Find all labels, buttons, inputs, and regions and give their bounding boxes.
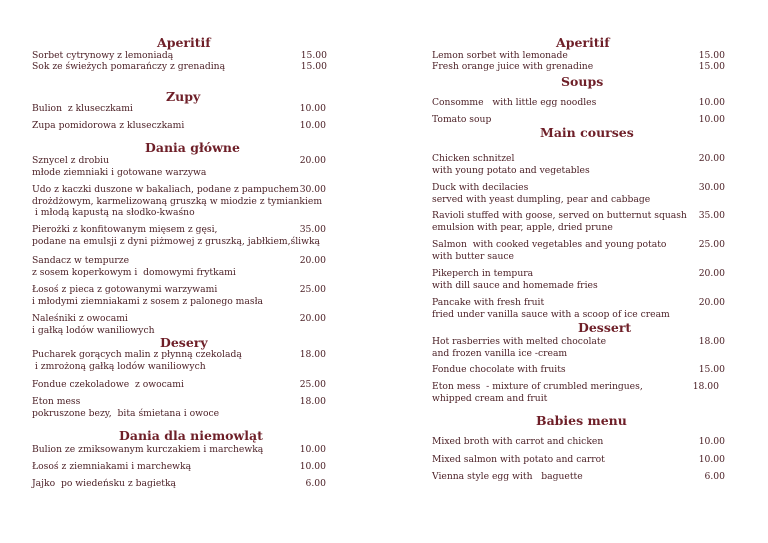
menu-item-name: Fondue chocolate with fruits — [432, 364, 566, 375]
menu-item-name: Tomato soup — [432, 114, 492, 125]
menu-item-name: Fresh orange juice with grenadine — [432, 61, 594, 72]
menu-item-price: 10.00 — [299, 461, 326, 472]
section-title-main-courses: Main courses — [540, 125, 634, 140]
menu-item-name: Zupa pomidorowa z kluseczkami — [32, 120, 185, 131]
menu-item-name: Chicken schnitzel with young potato and vegetables — [432, 153, 590, 176]
section-title-babies-menu: Babies menu — [536, 413, 627, 428]
menu-item-name: Sznycel z drobiu młode ziemniaki i gotowane warzywa — [32, 155, 207, 178]
menu-item-name: Eton mess - mixture of crumbled meringues, whipped cream and fruit — [432, 381, 643, 404]
menu-item-name: Salmon with cooked vegetables and young potato with butter sauce — [432, 239, 667, 262]
menu-item-price: 10.00 — [299, 120, 326, 131]
menu-item-price: 25.00 — [299, 284, 326, 295]
menu-item-price: 6.00 — [704, 471, 725, 482]
menu-item-price: 18.00 — [698, 336, 725, 347]
menu-item-name: Hot rasberries with melted chocolate and frozen vanilla ice -cream — [432, 336, 607, 359]
menu-item-price: 18.00 — [299, 396, 326, 407]
menu-item-name: Jajko po wiedeńsku z bagietką — [32, 478, 176, 489]
menu-item-price: 20.00 — [299, 155, 326, 166]
menu-item-name: Eton mess pokruszone bezy, bita śmietana i owoce — [32, 396, 220, 419]
menu-item-name: Fondue czekoladowe z owocami — [32, 379, 184, 390]
menu-item-name: Consomme with little egg noodles — [432, 97, 597, 108]
menu-item-price: 30.00 — [698, 182, 725, 193]
menu-item-name: Sorbet cytrynowy z lemoniadą — [32, 50, 174, 61]
menu-item-name: Udo z kaczki duszone w bakaliach, podane z pampuchem drożdżowym, karmelizowaną gruszką w miodzie z tymiankiem i młodą kapustą na słodko-kwaśno — [32, 184, 323, 218]
menu-item-name: Pancake with fresh fruit fried under vanilla sauce with a scoop of ice cream — [432, 297, 670, 320]
menu-item-price: 20.00 — [698, 297, 725, 308]
menu-item-price: 15.00 — [698, 364, 725, 375]
section-title-aperitif-pl: Aperitif — [157, 35, 211, 50]
menu-item-price: 18.00 — [692, 381, 719, 392]
menu-item-name: Łosoś z pieca z gotowanymi warzywami i młodymi ziemniakami z sosem z palonego masła — [32, 284, 264, 307]
menu-item-name: Naleśniki z owocami i gałką lodów waniliowych — [32, 313, 155, 336]
menu-item-name: Mixed broth with carrot and chicken — [432, 436, 604, 447]
menu-item-name: Sandacz w tempurze z sosem koperkowym i domowymi frytkami — [32, 255, 236, 278]
menu-item-price: 20.00 — [698, 153, 725, 164]
menu-item-price: 18.00 — [299, 349, 326, 360]
menu-item-price: 10.00 — [299, 444, 326, 455]
menu-item-name: Ravioli stuffed with goose, served on butternut squash emulsion with pear, apple, dried prune — [432, 210, 687, 233]
menu-item-price: 15.00 — [698, 61, 725, 72]
menu-item-name: Pucharek gorących malin z płynną czekoladą i zmrożoną gałką lodów waniliowych — [32, 349, 242, 372]
menu-item-price: 35.00 — [698, 210, 725, 221]
menu-item-price: 35.00 — [299, 224, 326, 235]
menu-item-name: Bulion z kluseczkami — [32, 103, 133, 114]
menu-item-price: 30.00 — [299, 184, 326, 195]
menu-item-name: Vienna style egg with baguette — [432, 471, 583, 482]
menu-item-price: 10.00 — [698, 114, 725, 125]
section-title-soups: Soups — [561, 74, 604, 89]
section-title-desery: Desery — [160, 335, 208, 350]
menu-item-name: Bulion ze zmiksowanym kurczakiem i marchewką — [32, 444, 264, 455]
menu-item-name: Łosoś z ziemniakami i marchewką — [32, 461, 192, 472]
menu-item-name: Mixed salmon with potato and carrot — [432, 454, 605, 465]
menu-item-price: 15.00 — [698, 50, 725, 61]
section-title-aperitif-en: Aperitif — [556, 35, 610, 50]
menu-item-price: 10.00 — [299, 103, 326, 114]
section-title-dessert: Dessert — [578, 320, 632, 335]
menu-item-name: Sok ze świeżych pomarańczy z grenadiną — [32, 61, 226, 72]
menu-item-price: 10.00 — [698, 436, 725, 447]
menu-item-price: 20.00 — [299, 255, 326, 266]
section-title-dania-dla-niemowlat: Dania dla niemowląt — [119, 428, 263, 443]
menu-item-price: 20.00 — [698, 268, 725, 279]
menu-item-name: Duck with decilacies served with yeast dumpling, pear and cabbage — [432, 182, 651, 205]
menu-item-name: Pierożki z konfitowanym mięsem z gęsi, podane na emulsji z dyni piżmowej z gruszką, jabłkiem,śliwką — [32, 224, 321, 247]
section-title-zupy: Zupy — [166, 89, 201, 104]
menu-item-price: 10.00 — [698, 454, 725, 465]
menu-item-price: 25.00 — [299, 379, 326, 390]
menu-item-price: 15.00 — [300, 50, 327, 61]
section-title-dania-glowne: Dania główne — [145, 140, 240, 155]
menu-item-price: 25.00 — [698, 239, 725, 250]
menu-item-price: 6.00 — [305, 478, 326, 489]
menu-item-price: 20.00 — [299, 313, 326, 324]
menu-item-name: Lemon sorbet with lemonade — [432, 50, 568, 61]
menu-item-name: Pikeperch in tempura with dill sauce and homemade fries — [432, 268, 598, 291]
menu-item-price: 10.00 — [698, 97, 725, 108]
menu-item-price: 15.00 — [300, 61, 327, 72]
